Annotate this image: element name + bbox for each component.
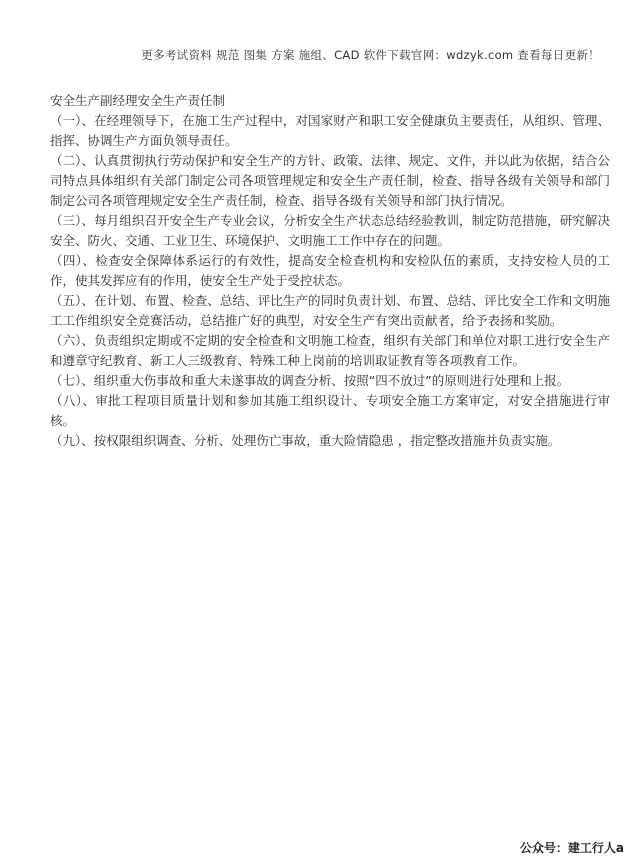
paragraph-5: （五）、在计划、布置、检查、总结、评比生产的同时负责计划、布置、总结、评比安全工作和文明施工工作组织安全竞赛活动，总结推广好的典型，对安全生产有突出贡献者，给予表扬和奖励。 [50,293,610,328]
paragraph-3: （三）、每月组织召开安全生产专业会议，分析安全生产状态总结经验教训，制定防范措施，研究解决安全、防火、交通、工业卫生、环境保护、文明施工工作中存在的问题。 [50,213,610,248]
paragraph-8: （八）、审批工程项目质量计划和参加其施工组织设计、专项安全施工方案审定，对安全措施进行审核。 [50,393,610,428]
paragraph-1: （一）、在经理领导下，在施工生产过程中，对国家财产和职工安全健康负主要责任，从组织、管理、指挥、协调生产方面负领导责任。 [50,113,610,148]
paragraph-6: （六）、负责组织定期或不定期的安全检查和文明施工检查，组织有关部门和单位对职工进行安全生产和遵章守纪教育、新工人三级教育、特殊工种上岗前的培训取证教育等各项教育工作。 [50,333,610,368]
footer-watermark: 公众号：建工行人a [519,841,624,855]
document-body [50,91,610,451]
document-title: 安全生产副经理安全生产责任制 [50,93,226,108]
header-banner: 更多考试资料 规范 图集 方案 施组、CAD 软件下载官网：wdzyk.com 查看每日更新！ [141,48,600,62]
paragraph-2: （二）、认真贯彻执行劳动保护和安全生产的方针、政策、法律、规定、文件，并以此为依据，结合公司特点具体组织有关部门制定公司各项管理规定和安全生产责任制，检查、指导各级有关领导和部门制定公司各项管理规定安全生产责任制，检查、指导各级有关领导和部门执行情况。 [50,153,610,208]
paragraph-9: （九）、按权限组织调查、分析、处理伤亡事故，重大险情隐患 ，指定整改措施并负责实施。 [50,433,561,448]
paragraph-7: （七）、组织重大伤事故和重大未遂事故的调查分析、按照“四不放过”的原则进行处理和上报。 [50,373,570,388]
paragraph-4: （四）、检查安全保障体系运行的有效性，提高安全检查机构和安检队伍的素质，支持安检人员的工作，使其发挥应有的作用，使安全生产处于受控状态。 [50,253,610,288]
